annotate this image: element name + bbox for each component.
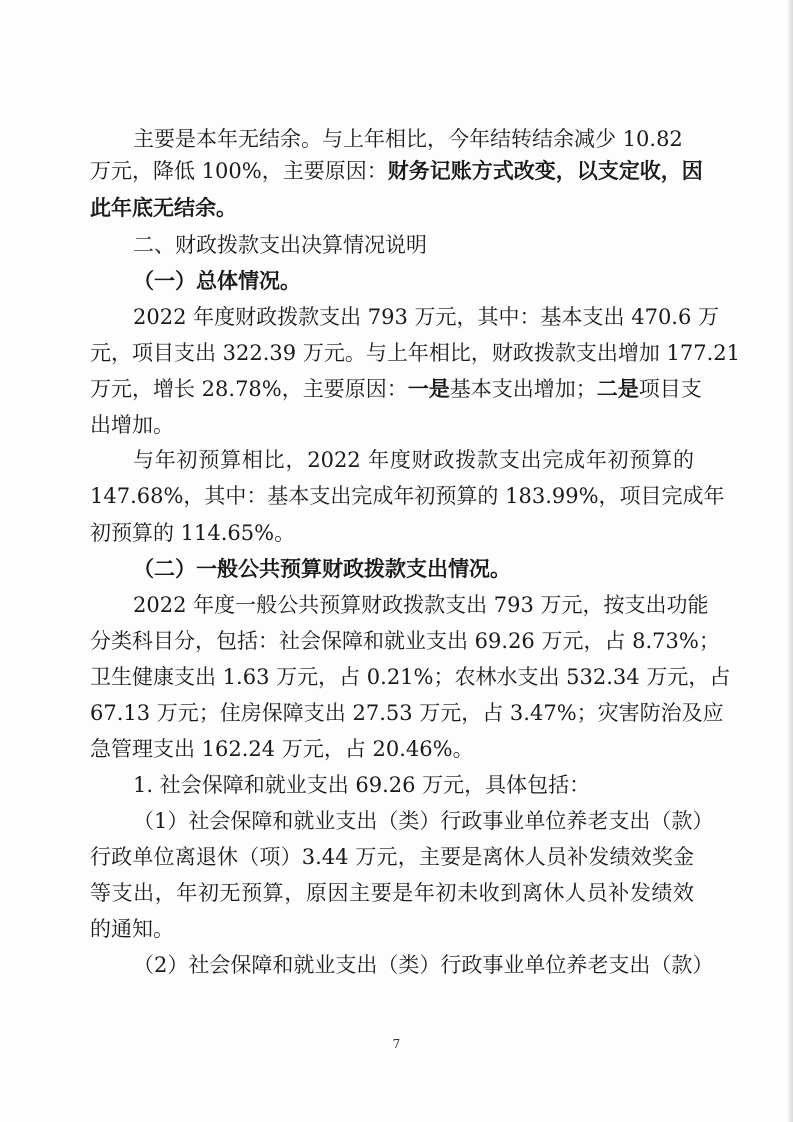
paragraph-line: 的通知。 (90, 917, 174, 941)
paragraph-line: 主要是本年无结余。与上年相比，今年结转结余减少 10.82 (133, 127, 683, 151)
paragraph-line (90, 152, 703, 190)
emphasis-text: 一是 (407, 376, 450, 401)
emphasis-text: 财务记账方式改变，以支定收，因 (387, 158, 703, 183)
paragraph-line: 2022 年度一般公共预算财政拨款支出 793 万元，按支出功能 (133, 593, 709, 617)
text-run: 万元，增长 28.78%，主要原因： (90, 377, 408, 401)
paragraph-line: 行政单位离退休（项）3.44 万元，主要是离休人员补发绩效奖金 (90, 845, 694, 869)
paragraph-line: 卫生健康支出 1.63 万元，占 0.21%；农林水支出 532.34 万元，占 (90, 665, 731, 689)
page-number: 7 (392, 1037, 401, 1051)
paragraph-line: 出增加。 (90, 413, 174, 437)
paragraph-line: 等支出，年初无预算，原因主要是年初未收到离休人员补发绩效 (90, 881, 694, 905)
paragraph-line: 与年初预算相比，2022 年度财政拨款支出完成年初预算的 (133, 448, 694, 472)
paragraph-line: 此年底无结余。 (90, 195, 237, 220)
paragraph-line: 急管理支出 162.24 万元，占 20.46%。 (90, 737, 474, 761)
paragraph-line: 初预算的 114.65%。 (90, 521, 296, 545)
paragraph-line: 2022 年度财政拨款支出 793 万元，其中：基本支出 470.6 万 (133, 305, 720, 329)
subsection-heading: （二）一般公共预算财政拨款支出情况。 (133, 556, 511, 581)
paragraph-line: 147.68%，其中：基本支出完成年初预算的 183.99%，项目完成年 (90, 484, 725, 508)
text-run: 项目支 (638, 377, 702, 401)
text-run: 万元，降低 100%，主要原因： (90, 159, 388, 183)
paragraph-line (90, 370, 702, 408)
subsection-heading: （一）总体情况。 (133, 268, 301, 293)
text-run: 基本支出增加； (449, 377, 597, 401)
paragraph-line: 分类科目分，包括：社会保障和就业支出 69.26 万元，占 8.73%； (90, 629, 720, 653)
paragraph-line: （1）社会保障和就业支出（类）行政事业单位养老支出（款） (133, 809, 714, 833)
paragraph-line: 67.13 万元；住房保障支出 27.53 万元，占 3.47%；灾害防治及应 (90, 701, 724, 725)
paragraph-line: 元，项目支出 322.39 万元。与上年相比，财政拨款支出增加 177.21 (90, 341, 740, 365)
section-heading: 二、财政拨款支出决算情况说明 (133, 233, 427, 257)
list-item-heading: 1. 社会保障和就业支出 69.26 万元，具体包括： (133, 773, 591, 797)
page-edge-shadow (787, 0, 793, 1122)
paragraph-line: （2）社会保障和就业支出（类）行政事业单位养老支出（款） (133, 953, 714, 977)
emphasis-text: 二是 (596, 376, 639, 401)
